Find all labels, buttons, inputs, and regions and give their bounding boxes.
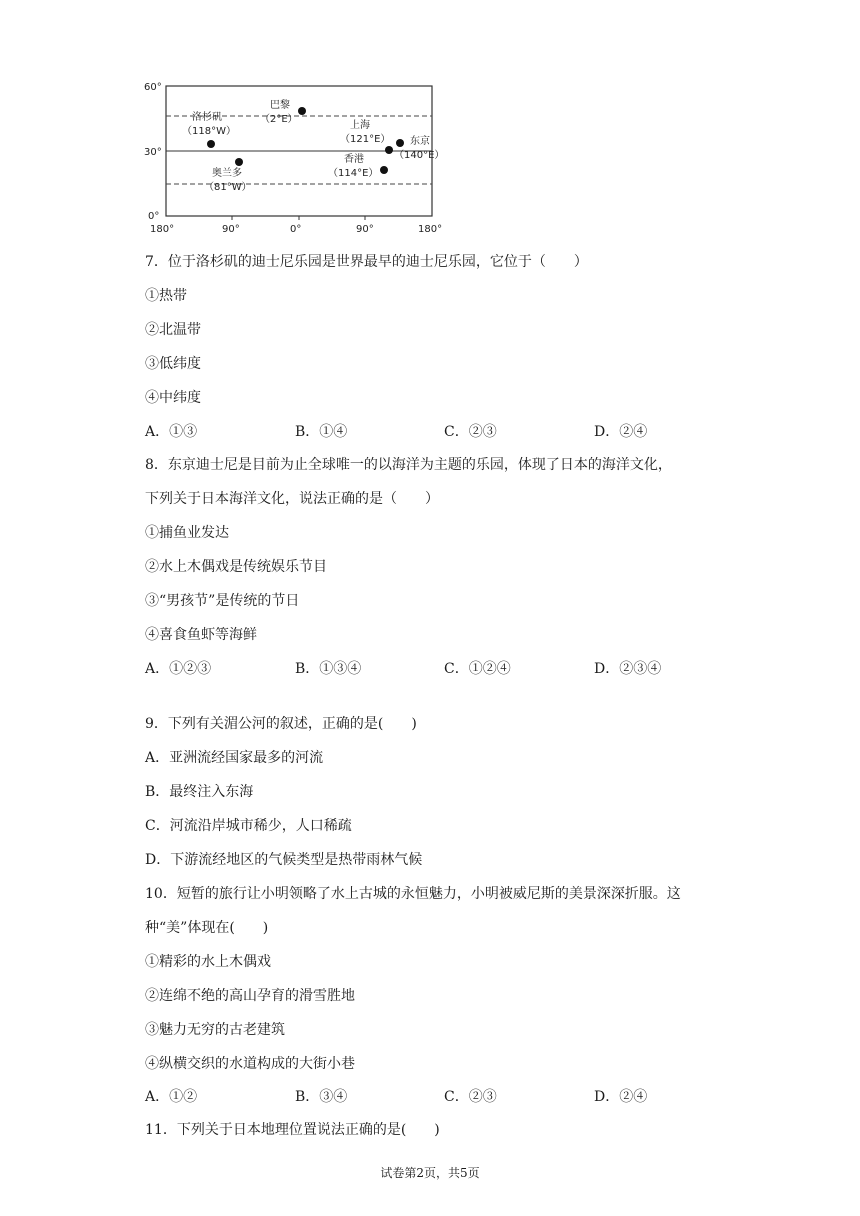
city-name-hong-kong: 香港: [344, 154, 364, 165]
q7-stem: 7．位于洛杉矶的迪士尼乐园是世界最早的迪士尼乐园，它位于（ ）: [145, 254, 588, 270]
q7-option-d[interactable]: D．②④: [594, 424, 648, 440]
q9-option-c[interactable]: C．河流沿岸城市稀少，人口稀疏: [145, 818, 352, 834]
city-dot-los-angeles: [207, 140, 215, 148]
q8-stem-line1: 8．东京迪士尼是目前为止全球唯一的以海洋为主题的乐园，体现了日本的海洋文化，: [145, 457, 672, 473]
q7-option-b[interactable]: B．①④: [295, 424, 348, 440]
lon-label-0: 0°: [290, 224, 302, 235]
city-dot-tokyo: [396, 139, 404, 147]
q8-option-d[interactable]: D．②③④: [594, 661, 662, 677]
q9-option-b[interactable]: B．最终注入东海: [145, 784, 254, 800]
lon-label-180w: 180°: [150, 224, 175, 235]
q8-stem-line2: 下列关于日本海洋文化，说法正确的是（ ）: [145, 491, 439, 507]
city-name-tokyo: 东京: [410, 136, 430, 147]
q8-option-b[interactable]: B．①③④: [295, 661, 362, 677]
q8-item-1: ①捕鱼业发达: [145, 525, 229, 541]
q8-item-2: ②水上木偶戏是传统娱乐节目: [145, 559, 327, 575]
city-dot-orlando: [235, 158, 243, 166]
q9-stem: 9．下列有关湄公河的叙述，正确的是( ): [145, 716, 417, 732]
q10-option-b[interactable]: B．③④: [295, 1089, 348, 1105]
city-name-los-angeles: 洛杉矶: [192, 112, 222, 123]
q10-stem-line1: 10．短暂的旅行让小明领略了水上古城的永恒魅力，小明被威尼斯的美景深深折服。这: [145, 886, 681, 902]
city-name-shanghai: 上海: [350, 120, 370, 131]
q7-option-a[interactable]: A．①③: [145, 424, 198, 440]
city-dot-hong-kong: [380, 166, 388, 174]
city-dot-paris: [298, 107, 306, 115]
q10-option-a[interactable]: A．①②: [145, 1089, 198, 1105]
q10-item-4: ④纵横交织的水道构成的大街小巷: [145, 1056, 355, 1072]
q8-option-c[interactable]: C．①②④: [444, 661, 511, 677]
city-lon-orlando: （81°W）: [204, 182, 252, 193]
page-footer: 试卷第2页，共5页: [380, 1166, 480, 1180]
q10-option-d[interactable]: D．②④: [594, 1089, 648, 1105]
q10-item-3: ③魅力无穷的古老建筑: [145, 1022, 285, 1038]
city-name-orlando: 奥兰多: [212, 168, 242, 179]
q10-item-2: ②连绵不绝的高山孕育的滑雪胜地: [145, 988, 355, 1004]
q7-item-2: ②北温带: [145, 322, 201, 338]
q10-stem-line2: 种“美”体现在( ): [145, 920, 269, 936]
city-lon-paris: （2°E）: [260, 114, 298, 125]
city-lon-los-angeles: （118°W）: [182, 126, 236, 137]
city-location-map: [130, 76, 450, 244]
lon-label-180e: 180°: [418, 224, 443, 235]
q11-stem: 11．下列关于日本地理位置说法正确的是( ): [145, 1122, 440, 1138]
q7-item-4: ④中纬度: [145, 390, 201, 406]
lon-label-90e: 90°: [356, 224, 374, 235]
q7-option-c[interactable]: C．②③: [444, 424, 497, 440]
city-name-paris: 巴黎: [270, 100, 290, 111]
city-lon-hong-kong: （114°E）: [328, 168, 379, 179]
q8-item-3: ③“男孩节”是传统的节日: [145, 593, 300, 609]
q9-option-a[interactable]: A．亚洲流经国家最多的河流: [145, 750, 324, 766]
q10-option-c[interactable]: C．②③: [444, 1089, 497, 1105]
lon-label-90w: 90°: [222, 224, 240, 235]
city-lon-tokyo: （140°E）: [394, 150, 445, 161]
lat-label-0: 0°: [148, 211, 160, 222]
city-dot-shanghai: [385, 146, 393, 154]
lat-label-60: 60°: [144, 82, 162, 93]
q10-item-1: ①精彩的水上木偶戏: [145, 954, 271, 970]
lat-label-30: 30°: [144, 147, 162, 158]
q8-item-4: ④喜食鱼虾等海鲜: [145, 627, 257, 643]
q7-item-3: ③低纬度: [145, 356, 201, 372]
q9-option-d[interactable]: D．下游流经地区的气候类型是热带雨林气候: [145, 852, 423, 868]
city-lon-shanghai: （121°E）: [340, 134, 391, 145]
q8-option-a[interactable]: A．①②③: [145, 661, 212, 677]
q7-item-1: ①热带: [145, 288, 187, 304]
